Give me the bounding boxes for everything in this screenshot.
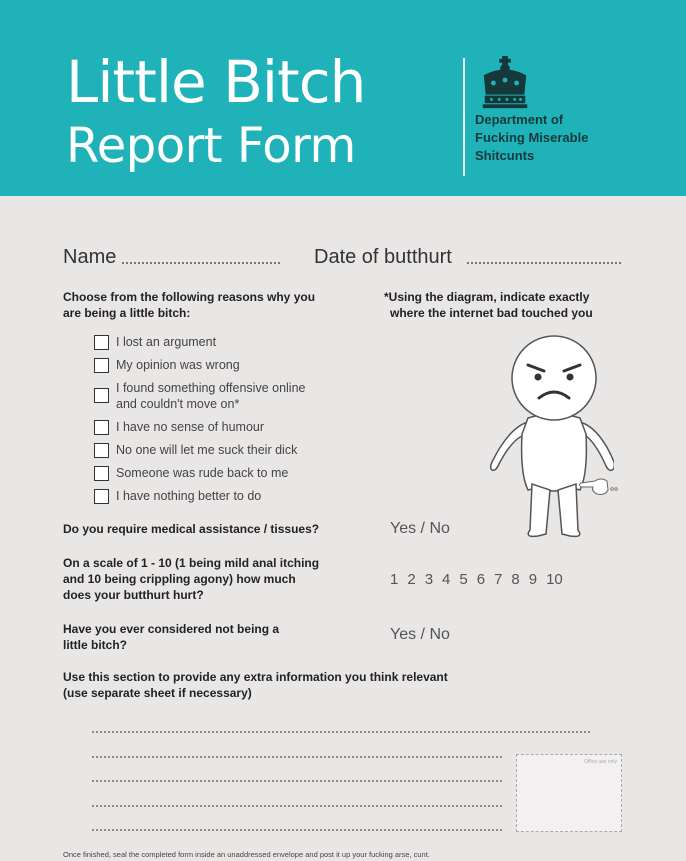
checkbox[interactable] bbox=[94, 443, 109, 458]
footer-instructions: Once finished, seal the completed form inside an unaddressed envelope and post it up your fucking arse, cunt. bbox=[63, 850, 430, 859]
scale-question: On a scale of 1 - 10 (1 being mild anal itching and 10 being crippling agony) how much does your butthurt hurt? bbox=[63, 556, 320, 602]
scale-value[interactable]: 3 bbox=[424, 571, 434, 588]
extra-info-line[interactable] bbox=[92, 756, 502, 758]
reason-option-1[interactable]: I lost an argument bbox=[94, 334, 216, 350]
checkbox[interactable] bbox=[94, 358, 109, 373]
header-divider bbox=[463, 58, 465, 176]
form-title-line2: Report Form bbox=[66, 118, 356, 174]
scale-value[interactable]: 8 bbox=[511, 571, 520, 588]
reason-option-6[interactable]: Someone was rude back to me bbox=[94, 465, 288, 481]
reason-option-4[interactable]: I have no sense of humour bbox=[94, 419, 264, 435]
consider-question: Have you ever considered not being a little bitch? bbox=[63, 622, 280, 652]
form-title-line1: Little Bitch bbox=[66, 48, 366, 116]
medical-question: Do you require medical assistance / tissues? bbox=[63, 522, 320, 536]
scale-value[interactable]: 7 bbox=[494, 571, 503, 588]
body-diagram-figure[interactable] bbox=[484, 334, 614, 542]
reason-option-3[interactable]: I found something offensive online and couldn't move on* bbox=[94, 380, 305, 412]
date-label: Date of butthurt bbox=[314, 246, 452, 268]
crown-icon bbox=[476, 54, 534, 112]
scale-value[interactable]: 4 bbox=[442, 571, 451, 588]
scale-value[interactable]: 2 bbox=[407, 571, 416, 588]
extra-info-line[interactable] bbox=[92, 731, 590, 733]
extra-info-line[interactable] bbox=[92, 829, 502, 831]
pain-scale bbox=[390, 571, 563, 588]
extra-info-line[interactable] bbox=[92, 780, 502, 782]
office-use-label: Office use only bbox=[584, 759, 617, 765]
checkbox[interactable] bbox=[94, 388, 109, 403]
checkbox[interactable] bbox=[94, 489, 109, 504]
department-name: Department of Fucking Miserable Shitcunts bbox=[475, 112, 589, 163]
header-banner bbox=[0, 0, 686, 196]
scale-value[interactable]: 10 bbox=[546, 571, 563, 588]
checkbox[interactable] bbox=[94, 335, 109, 350]
diagram-prompt: *Using the diagram, indicate exactly where the internet bad touched you bbox=[384, 290, 593, 320]
reason-option-5[interactable]: No one will let me suck their dick bbox=[94, 442, 297, 458]
medical-answer-options[interactable]: Yes / No bbox=[390, 520, 450, 537]
checkbox[interactable] bbox=[94, 420, 109, 435]
reason-option-2[interactable]: My opinion was wrong bbox=[94, 357, 240, 373]
office-use-box bbox=[516, 754, 622, 832]
date-field[interactable] bbox=[467, 262, 621, 264]
scale-value[interactable]: 5 bbox=[459, 571, 468, 588]
reasons-prompt: Choose from the following reasons why you are being a little bitch: bbox=[63, 290, 316, 320]
name-field[interactable] bbox=[122, 262, 280, 264]
consider-answer-options[interactable]: Yes / No bbox=[390, 626, 450, 643]
checkbox[interactable] bbox=[94, 466, 109, 481]
scale-value[interactable]: 1 bbox=[390, 571, 399, 588]
extra-info-line[interactable] bbox=[92, 805, 502, 807]
name-label: Name bbox=[63, 246, 117, 268]
reason-option-7[interactable]: I have nothing better to do bbox=[94, 488, 261, 504]
extra-info-prompt: Use this section to provide any extra information you think relevant (use separate sheet if necessary) bbox=[63, 670, 448, 700]
scale-value[interactable]: 6 bbox=[476, 571, 486, 588]
pointing-hand-icon bbox=[577, 473, 621, 499]
scale-value[interactable]: 9 bbox=[528, 571, 538, 588]
